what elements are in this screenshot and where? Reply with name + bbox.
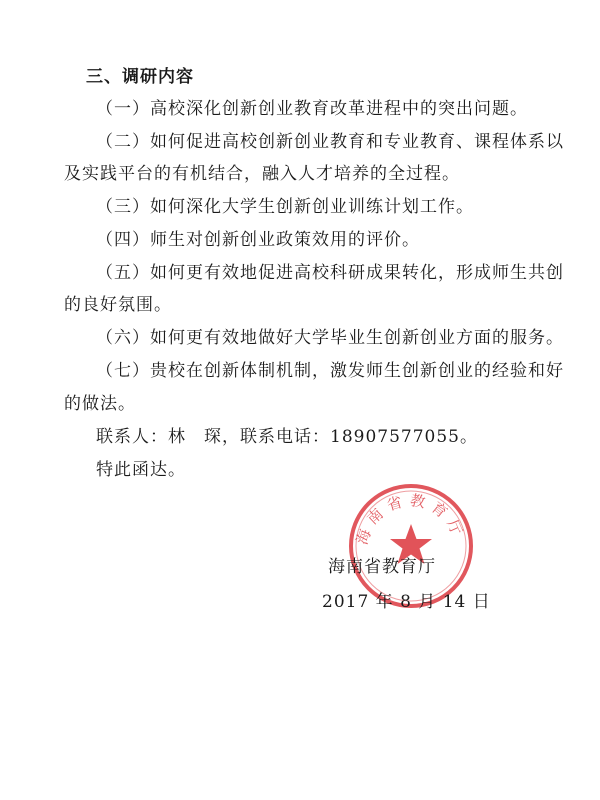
contact-line: 联系人：林 琛，联系电话：18907577055。 (96, 427, 478, 447)
signature-date: 2017 年 8 月 14 日 (322, 592, 491, 612)
item-7-line-1: （七）贵校在创新体制机制，激发师生创新创业的经验和好 (96, 361, 564, 381)
item-6: （六）如何更有效地做好大学毕业生创新创业方面的服务。 (96, 328, 564, 348)
item-2-line-2: 及实践平台的有机结合，融入人才培养的全过程。 (64, 164, 460, 184)
item-7-line-2: 的做法。 (64, 394, 136, 414)
closing-line: 特此函达。 (96, 460, 186, 480)
signature-organization: 海南省教育厅 (328, 557, 436, 577)
item-4: （四）师生对创新创业政策效用的评价。 (96, 230, 420, 250)
item-3: （三）如何深化大学生创新创业训练计划工作。 (96, 197, 474, 217)
seal-text: 海南省教育厅 (352, 491, 469, 547)
item-5-line-1: （五）如何更有效地促进高校科研成果转化，形成师生共创 (96, 263, 564, 283)
item-5-line-2: 的良好氛围。 (64, 295, 172, 315)
section-heading: 三、调研内容 (86, 67, 194, 87)
item-2-line-1: （二）如何促进高校创新创业教育和专业教育、课程体系以 (96, 132, 564, 152)
item-1: （一）高校深化创新创业教育改革进程中的突出问题。 (96, 99, 528, 119)
